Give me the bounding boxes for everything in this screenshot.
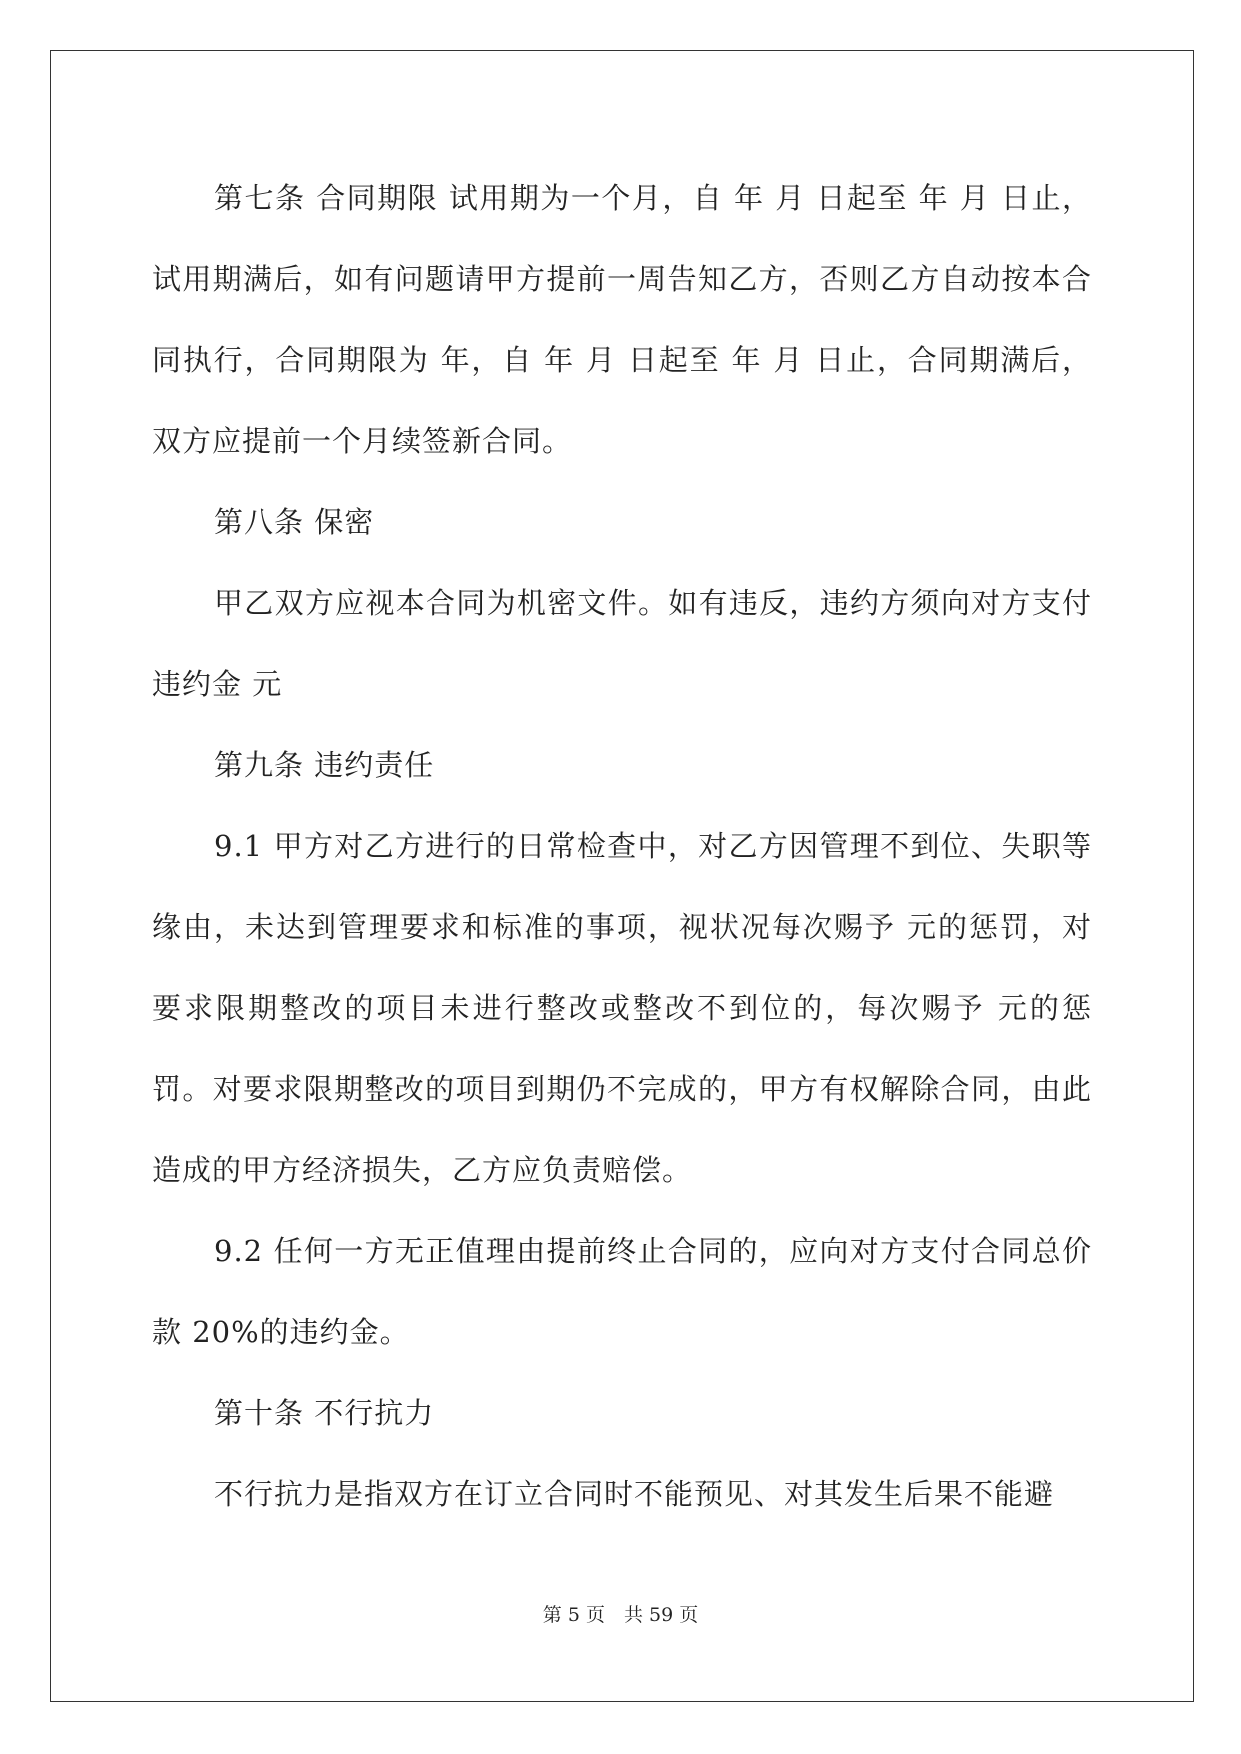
document-body [152,158,1092,1535]
page-number-footer: 第 5 页 共 59 页 [542,1604,699,1626]
article-10-heading: 第十条 不行抗力 [214,1396,435,1430]
article-8-paragraph: 甲乙双方应视本合同为机密文件。如有违反，违约方须向对方支付违约金 元 [152,586,1092,701]
article-9-heading: 第九条 违约责任 [214,748,435,782]
clause-9-2-paragraph: 9.2 任何一方无正值理由提前终止合同的，应向对方支付合同总价款 20%的违约金。 [152,1234,1092,1349]
article-8-heading: 第八条 保密 [214,505,375,539]
article-10-paragraph: 不行抗力是指双方在订立合同时不能预见、对其发生后果不能避 [214,1477,1055,1511]
article-7-paragraph: 第七条 合同期限 试用期为一个月，自 年 月 日起至 年 月 日止，试用期满后，如有问题请甲方提前一周告知乙方，否则乙方自动按本合同执行，合同期限为 年，自 年 月 日起至 年 月 日止，合同期满后，双方应提前一个月续签新合同。 [152,181,1092,458]
clause-9-1-paragraph: 9.1 甲方对乙方进行的日常检查中，对乙方因管理不到位、失职等缘由，未达到管理要求和标准的事项，视状况每次赐予 元的惩罚，对要求限期整改的项目未进行整改或整改不到位的，每次赐予 元的惩罚。对要求限期整改的项目到期仍不完成的，甲方有权解除合同，由此造成的甲方经济损失，乙方应负责赔偿。 [152,829,1092,1187]
